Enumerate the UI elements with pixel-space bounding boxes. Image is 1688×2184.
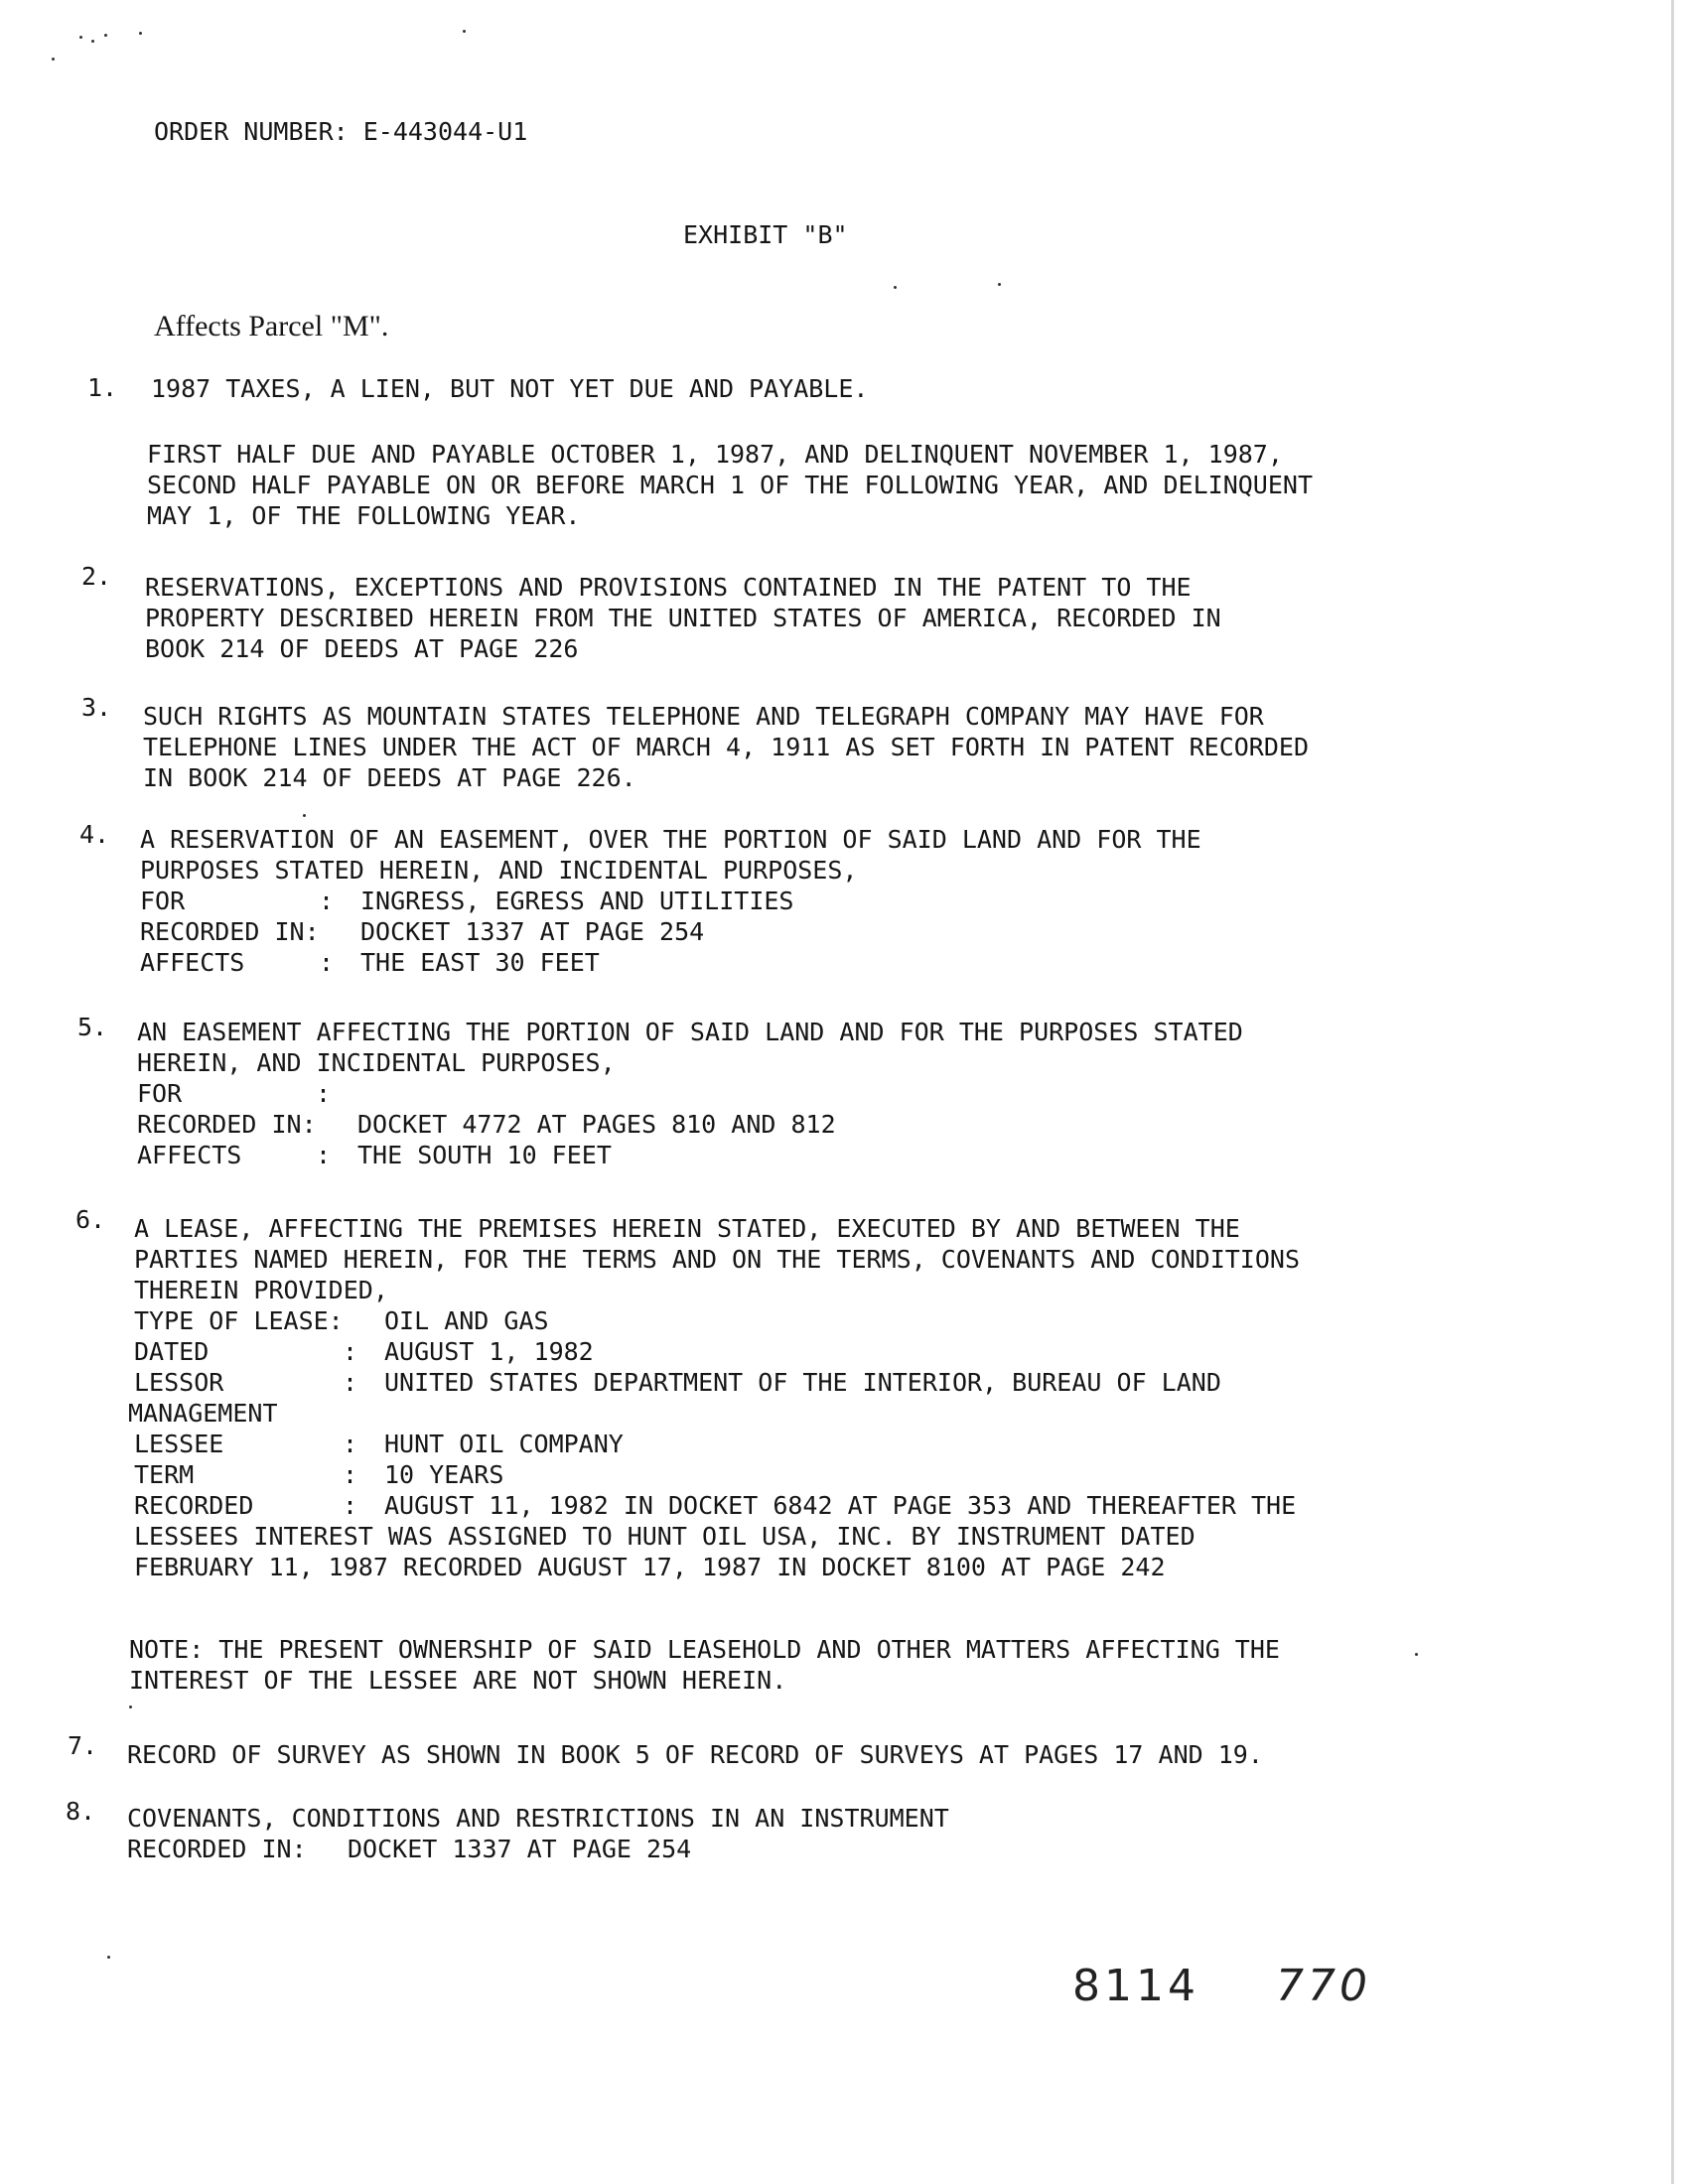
item-text: COVENANTS, CONDITIONS AND RESTRICTIONS IN AN INSTRUMENT RECORDED IN: DOCKET 1337 AT PAGE 254: [127, 1804, 949, 1863]
field-row: DATED : AUGUST 1, 1982: [134, 1337, 594, 1366]
scan-speck: [52, 58, 55, 61]
scan-speck: [894, 286, 897, 289]
item-number: 5.: [77, 1013, 108, 1041]
scan-speck: [139, 32, 142, 35]
item-number: 7.: [68, 1731, 98, 1760]
scan-speck: [463, 30, 466, 33]
field-row: TYPE OF LEASE: OIL AND GAS: [134, 1306, 549, 1335]
item-text: 1987 TAXES, A LIEN, BUT NOT YET DUE AND PAYABLE.: [151, 374, 869, 403]
field-row: RECORDED : AUGUST 11, 1982 IN DOCKET 6842 AT PAGE 353 AND THEREAFTER THE: [134, 1491, 1297, 1520]
item-number: 3.: [81, 693, 112, 722]
scan-speck: [129, 1706, 132, 1708]
field-row: FOR : INGRESS, EGRESS AND UTILITIES: [140, 887, 794, 915]
field-row: FOR :: [137, 1079, 332, 1108]
field-row: RECORDED IN: DOCKET 1337 AT PAGE 254: [140, 917, 705, 946]
field-row: LESSEE : HUNT OIL COMPANY: [134, 1430, 624, 1458]
item-number: 8.: [66, 1797, 96, 1826]
field-row: TERM : 10 YEARS: [134, 1460, 504, 1489]
scan-speck: [79, 36, 82, 39]
stamp-number-right: 770: [1276, 1961, 1371, 2011]
affects-parcel: Affects Parcel "M".: [154, 310, 389, 342]
field-row: RECORDED IN: DOCKET 4772 AT PAGES 810 AND 812: [137, 1110, 836, 1139]
scan-speck: [104, 34, 107, 37]
order-number: ORDER NUMBER: E-443044-U1: [154, 117, 528, 146]
item-text: RECORD OF SURVEY AS SHOWN IN BOOK 5 OF RECORD OF SURVEYS AT PAGES 17 AND 19.: [127, 1740, 1263, 1769]
item-text: A RESERVATION OF AN EASEMENT, OVER THE PORTION OF SAID LAND AND FOR THE PURPOSES STATED HEREIN, AND INCIDENTAL PURPOSES, FOR : INGRESS, EGRESS AND UTILITIES RECORDED IN: DOCKET 1337 AT PAGE 254 AFFECTS : THE EAST 30 FEET: [140, 825, 1201, 977]
scan-speck: [91, 40, 94, 43]
item-text: RESERVATIONS, EXCEPTIONS AND PROVISIONS CONTAINED IN THE PATENT TO THE PROPERTY DESCRIBED HEREIN FROM THE UNITED STATES OF AMERICA, RECORDED IN BOOK 214 OF DEEDS AT PAGE 226: [145, 573, 1221, 663]
scan-speck: [107, 1956, 110, 1959]
item-text: A LEASE, AFFECTING THE PREMISES HEREIN STATED, EXECUTED BY AND BETWEEN THE PARTIES NAMED HEREIN, FOR THE TERMS AND ON THE TERMS, COVENANTS AND CONDITIONS THEREIN PROVIDED, TYPE OF LEASE: OIL AND GAS DATED : AUGUST 1, 1982 LESSOR : UNITED STATES DEPARTMENT OF THE INTERIOR, BUREAU OF LAND MANAGEMENT LESSEE : HUNT OIL COMPANY TERM : 10 YEARS RECORDED : AUGUST 11, 1982 IN DOCKET 6842 AT PAGE 353 AND THEREAFTER THE LESSEES INTEREST WAS ASSIGNED TO HUNT OIL USA, INC. BY INSTRUMENT DATED FEBRUARY 11, 1987 RECORDED AUGUST 17, 1987 IN DOCKET 8100 AT PAGE 242: [128, 1214, 1300, 1581]
scan-speck: [303, 814, 306, 817]
exhibit-title: EXHIBIT "B": [683, 220, 848, 249]
item-number: 6.: [75, 1205, 106, 1234]
item-number: 1.: [87, 373, 118, 402]
item-number: 2.: [81, 562, 112, 591]
item-text: AN EASEMENT AFFECTING THE PORTION OF SAID LAND AND FOR THE PURPOSES STATED HEREIN, AND INCIDENTAL PURPOSES, FOR : RECORDED IN: DOCKET 4772 AT PAGES 810 AND 812 AFFECTS : THE SOUTH 10 FEET: [137, 1018, 1243, 1169]
item-number: 4.: [79, 820, 110, 849]
scan-speck: [1415, 1653, 1418, 1656]
field-row: AFFECTS : THE EAST 30 FEET: [140, 948, 600, 977]
scan-speck: [998, 283, 1001, 286]
field-row: LESSOR : UNITED STATES DEPARTMENT OF THE INTERIOR, BUREAU OF LAND: [134, 1368, 1221, 1397]
tax-detail-text: FIRST HALF DUE AND PAYABLE OCTOBER 1, 1987, AND DELINQUENT NOVEMBER 1, 1987, SECOND HALF PAYABLE ON OR BEFORE MARCH 1 OF THE FOLLOWING YEAR, AND DELINQUENT MAY 1, OF THE FOLLOWING YEAR.: [147, 440, 1313, 530]
stamp-number-left: 8114: [1072, 1961, 1199, 2011]
item-text: SUCH RIGHTS AS MOUNTAIN STATES TELEPHONE AND TELEGRAPH COMPANY MAY HAVE FOR TELEPHONE LINES UNDER THE ACT OF MARCH 4, 1911 AS SET FORTH IN PATENT RECORDED IN BOOK 214 OF DEEDS AT PAGE 226.: [143, 702, 1309, 792]
field-row: RECORDED IN: DOCKET 1337 AT PAGE 254: [127, 1835, 692, 1863]
note-text: NOTE: THE PRESENT OWNERSHIP OF SAID LEASEHOLD AND OTHER MATTERS AFFECTING THE INTEREST OF THE LESSEE ARE NOT SHOWN HEREIN.: [129, 1635, 1280, 1695]
field-row: AFFECTS : THE SOUTH 10 FEET: [137, 1141, 612, 1169]
scan-edge: [1671, 0, 1674, 2184]
